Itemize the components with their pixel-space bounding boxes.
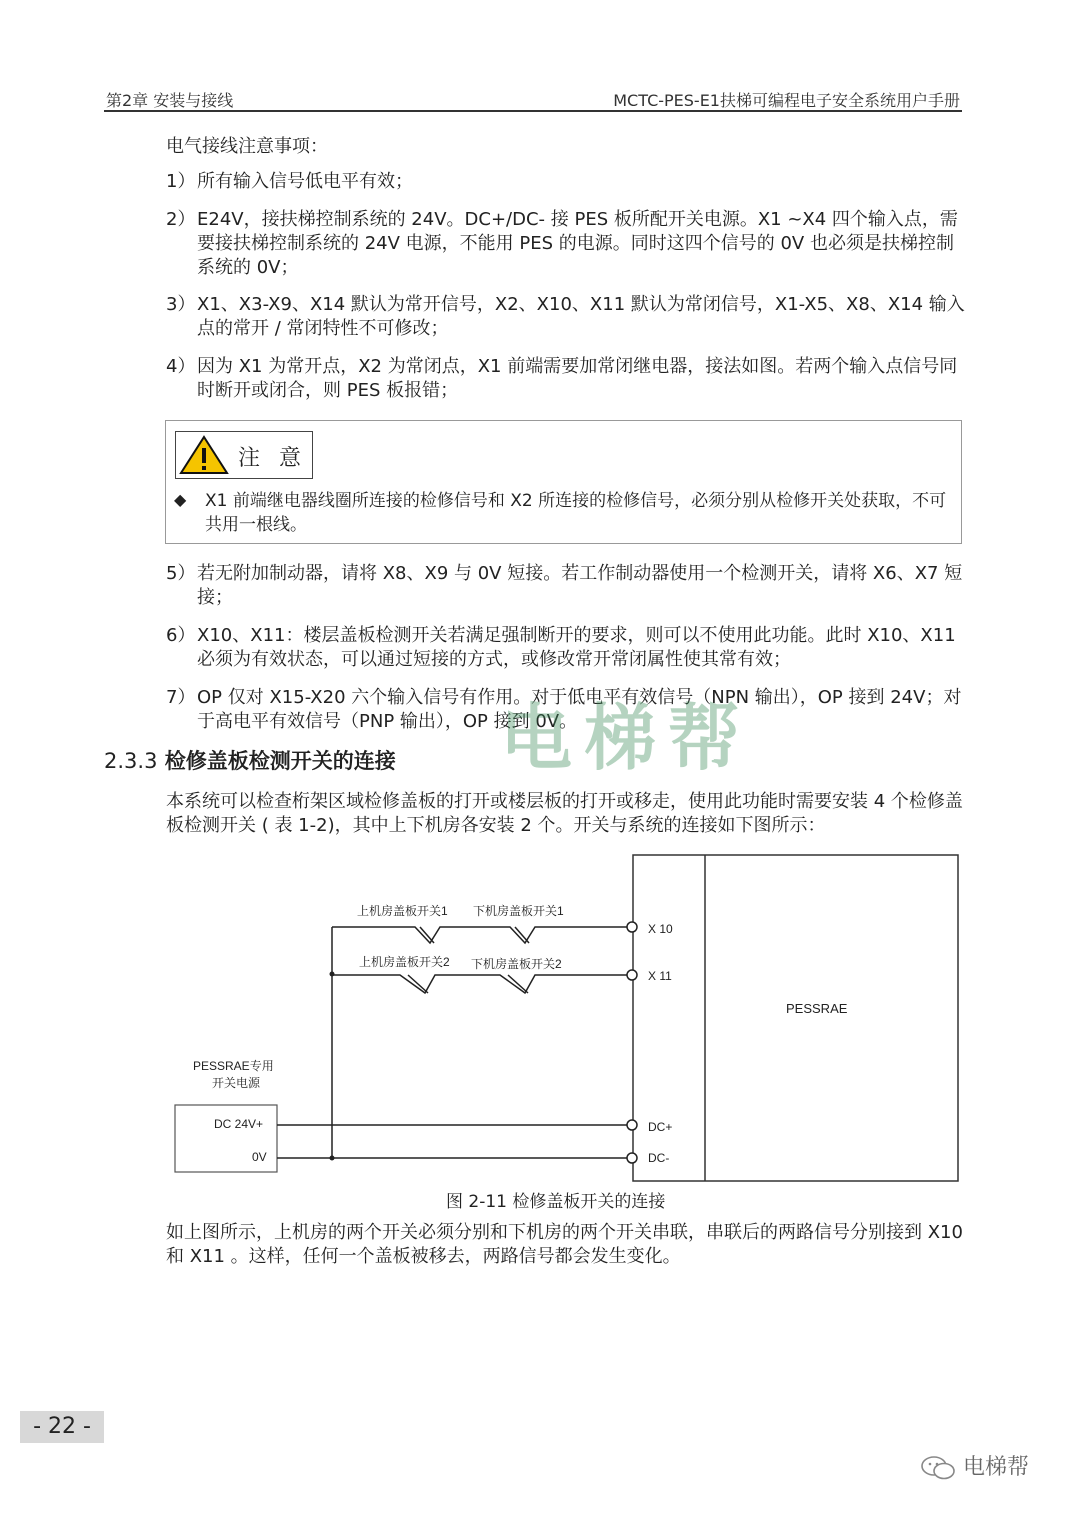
note-item-3: [166, 293, 966, 341]
x11-label: X 11: [648, 969, 672, 983]
note-item-4: [166, 355, 966, 403]
brand-footer: [920, 1450, 1029, 1482]
junction-dot-bottom: [330, 1156, 335, 1161]
psu-0v-label: 0V: [252, 1150, 267, 1164]
page-number: - 22 -: [20, 1411, 104, 1443]
section-title: 检修盖板检测开关的连接: [164, 749, 396, 773]
section-intro: 本系统可以检查桁架区域检修盖板的打开或楼层板的打开或移走，使用此功能时需要安装 4 个检修盖板检测开关 ( 表 1-2)，其中上下机房各安装 2 个。开关与系统的连接如下图所示：: [166, 791, 963, 836]
note-item-5: [166, 562, 966, 610]
bullet-icon: ◆: [174, 490, 187, 509]
board-label: PESSRAE: [786, 1001, 848, 1016]
dc-minus-label: DC-: [648, 1151, 670, 1165]
switch-line-2: [332, 975, 628, 993]
watermark: 电梯帮: [500, 696, 753, 780]
warning-icon: [179, 435, 229, 475]
wechat-icon: [920, 1454, 956, 1482]
upper-switch-1-label: 上机房盖板开关1: [357, 904, 448, 918]
caution-box: [165, 420, 962, 544]
note-text: 若无附加制动器，请将 X8、X9 与 0V 短接。若工作制动器使用一个检测开关，请将 X6、X7 短接；: [197, 563, 963, 608]
note-text: X10、X11：楼层盖板检测开关若满足强制断开的要求，则可以不使用此功能。此时 X10、X11 必须为有效状态，可以通过短接的方式，或修改常开常闭属性使其常有效；: [197, 625, 956, 670]
note-item-2: [166, 208, 966, 280]
psu-title-line-1: PESSRAE专用: [193, 1059, 274, 1073]
note-item-1: [166, 170, 966, 194]
switch-blade-upper-2: [408, 975, 428, 993]
note-number: 1）: [166, 171, 196, 192]
note-item-6: [166, 624, 966, 672]
lower-switch-1-label: 下机房盖板开关1: [473, 904, 564, 918]
note-text: OP 仅对 X15-X20 六个输入信号有作用。对于低电平有效信号（NPN 输出），OP 接到 24V；对于高电平有效信号（PNP 输出），OP 接到 0V。: [197, 687, 962, 732]
pessrae-board: [633, 855, 958, 1181]
brand-name: 电梯帮: [963, 1455, 1030, 1480]
note-text: 所有输入信号低电平有效；: [197, 171, 413, 192]
psu-dc24-label: DC 24V+: [214, 1117, 264, 1131]
terminal-dc-plus: [627, 1120, 637, 1130]
caution-label: 注 意: [238, 446, 307, 471]
x10-label: X 10: [648, 922, 673, 936]
notes-title: 电气接线注意事项：: [166, 136, 328, 157]
note-number: 4）: [166, 356, 196, 377]
switch-blade-lower-2: [508, 975, 528, 993]
note-number: 6）: [166, 625, 196, 646]
section-conclusion: 如上图所示，上机房的两个开关必须分别和下机房的两个开关串联，串联后的两路信号分别接到 X10 和 X11 。这样，任何一个盖板被移去，两路信号都会发生变化。: [166, 1222, 963, 1267]
psu-title-line-2: 开关电源: [212, 1076, 261, 1090]
terminal-dc-minus: [627, 1153, 637, 1163]
section-number: 2.3.3: [104, 749, 158, 773]
caution-tag: [175, 431, 313, 479]
wiring-diagram: [170, 850, 970, 1190]
upper-switch-2-label: 上机房盖板开关2: [359, 955, 450, 969]
lower-switch-2-label: 下机房盖板开关2: [471, 957, 562, 971]
switch-line-1: [332, 927, 628, 943]
chapter-title: 第2章 安装与接线: [106, 91, 234, 110]
caution-text: X1 前端继电器线圈所连接的检修信号和 X2 所连接的检修信号，必须分别从检修开关处获取，不可共用一根线。: [205, 491, 947, 535]
note-text: 因为 X1 为常开点，X2 为常闭点，X1 前端需要加常闭继电器，接法如图。若两个输入点信号同时断开或闭合，则 PES 板报错；: [197, 356, 958, 401]
note-text: E24V，接扶梯控制系统的 24V。DC+/DC- 接 PES 板所配开关电源。X1 ~X4 四个输入点，需要接扶梯控制系统的 24V 电源，不能用 PES 的电源。同时这四个信号的 0V 也必须是扶梯控制系统的 0V；: [197, 209, 958, 278]
note-text: X1、X3-X9、X14 默认为常开信号，X2、X10、X11 默认为常闭信号，X1-X5、X8、X14 输入点的常开 / 常闭特性不可修改；: [197, 294, 965, 339]
manual-title: MCTC-PES-E1扶梯可编程电子安全系统用户手册: [613, 91, 960, 110]
note-number: 3）: [166, 294, 196, 315]
terminal-x11: [627, 970, 637, 980]
dc-plus-label: DC+: [648, 1120, 673, 1134]
figure-caption: 图 2-11 检修盖板开关的连接: [446, 1192, 666, 1212]
note-number: 5）: [166, 563, 196, 584]
note-number: 7）: [166, 687, 196, 708]
terminal-x10: [627, 922, 637, 932]
header-divider: [104, 110, 962, 112]
note-number: 2）: [166, 209, 196, 230]
section-heading: [104, 745, 396, 775]
